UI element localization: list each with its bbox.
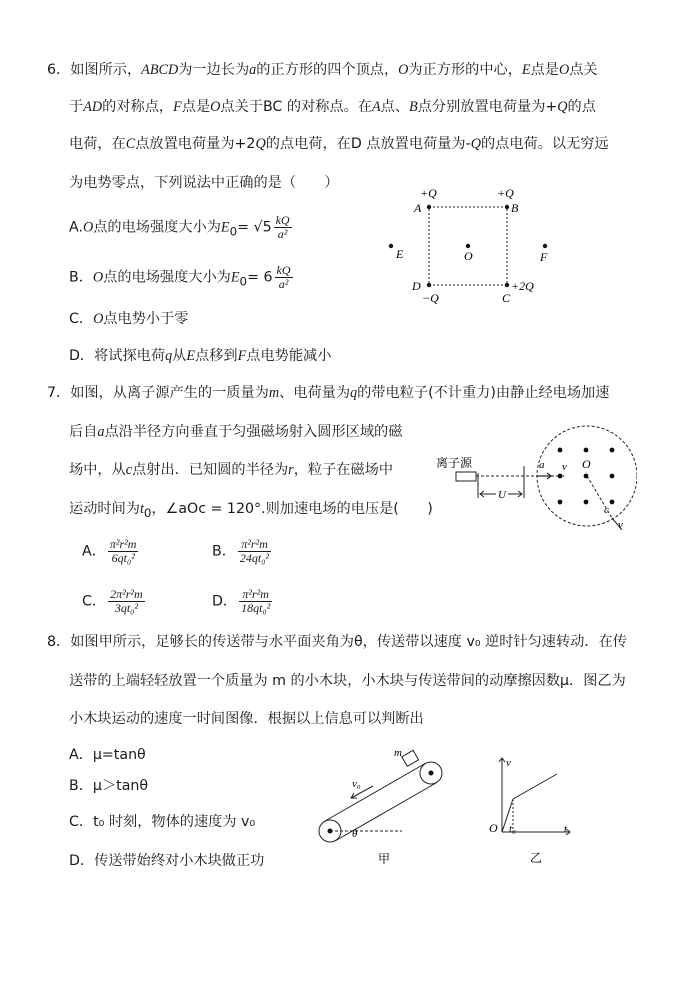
field-dot: [558, 474, 563, 479]
q7-line-1: [47, 383, 609, 403]
graph-segment-2: [513, 774, 557, 799]
text: 于: [69, 99, 84, 115]
text: ，粒子在磁场中: [293, 462, 394, 478]
text: O: [93, 311, 104, 327]
text: O: [210, 99, 221, 115]
q7-line-3: [69, 460, 393, 480]
label-b: B: [511, 201, 519, 215]
text: 7．如图，从离子源产生的一质量为: [47, 385, 269, 401]
point-f-dot: [543, 244, 547, 248]
q6-line-3: [69, 134, 609, 154]
text: Q: [255, 136, 266, 152]
q8-option-b[interactable]: B．μ＞tanθ: [69, 778, 149, 794]
denominator: a²: [278, 277, 289, 291]
label-v: v: [506, 757, 511, 769]
text: q: [165, 348, 173, 364]
text: 点的电场强度大小为: [103, 269, 231, 286]
text: 后自: [69, 424, 98, 440]
text: D．: [212, 593, 238, 610]
label-m: m: [394, 747, 402, 759]
text: a: [249, 62, 257, 78]
text: 电荷，在: [69, 136, 126, 152]
text: E: [220, 219, 230, 236]
label-f: F: [540, 250, 548, 264]
fraction: [108, 588, 145, 615]
text: C．: [82, 593, 107, 610]
wood-block: [402, 750, 419, 766]
q6-option-d[interactable]: [69, 346, 331, 366]
fraction: [239, 588, 272, 615]
label-charge-c: +2Q: [511, 279, 534, 293]
text: 点是: [530, 62, 559, 78]
label-c: C: [502, 291, 511, 305]
fraction: [238, 538, 271, 565]
text: 点射出．已知圆的半径为: [132, 462, 289, 478]
label-t: t: [564, 823, 568, 835]
q6-line-2: [69, 97, 596, 117]
field-dot: [584, 500, 589, 505]
text: C．: [69, 311, 94, 327]
text: 场中，从: [69, 462, 126, 478]
field-dot: [584, 448, 589, 453]
text: C: [125, 136, 136, 152]
text: = 6: [247, 269, 273, 286]
label-t0: t₀: [509, 823, 516, 835]
text: 的点电荷，在D 点放置电荷量为-: [265, 136, 471, 152]
numerator: π²r²m: [238, 538, 271, 552]
text: O: [92, 269, 104, 286]
text: A.: [69, 219, 83, 236]
fraction: [274, 214, 292, 241]
q8-option-a[interactable]: A．μ=tanθ: [69, 747, 146, 763]
text: 点电势能减小: [246, 348, 332, 364]
q6-line-1: [47, 60, 598, 80]
text: = √5: [237, 219, 272, 236]
text: 点关: [569, 62, 598, 78]
text: r: [288, 462, 294, 478]
label-ion-source: 离子源: [436, 456, 473, 470]
belt-bottom: [335, 783, 436, 841]
q7-magnetic-field-diagram: [432, 418, 637, 530]
numerator: π²r²m: [239, 588, 272, 602]
text: c: [125, 462, 133, 478]
q6-option-b[interactable]: [69, 264, 295, 291]
q8-option-d[interactable]: D．传送带始终对小木块做正功: [69, 853, 265, 869]
fraction: [108, 538, 139, 565]
label-e: E: [396, 247, 404, 261]
point-o-dot: [466, 244, 470, 248]
text: 运动时间为: [69, 501, 140, 517]
label-v-out: v: [618, 519, 623, 530]
fraction: [275, 264, 293, 291]
q6-square-diagram: [380, 180, 560, 305]
field-dot: [610, 500, 615, 505]
text: E: [230, 269, 240, 286]
text: 为一边长为: [178, 62, 250, 78]
q8-conveyor-diagram: [312, 745, 452, 870]
text: O: [558, 62, 570, 78]
text: B: [409, 99, 418, 115]
q6-option-a[interactable]: [69, 214, 294, 241]
text: 点沿半径方向垂直于匀强磁场射入圆形区域的磁: [104, 424, 403, 440]
text: a: [97, 424, 105, 440]
denominator: 3qt₀²: [114, 601, 138, 615]
q7-line-4: [69, 499, 433, 523]
q7-option-c[interactable]: [82, 588, 147, 615]
text: O: [82, 219, 94, 236]
q8-line-1: 8．如图甲所示，足够长的传送带与水平面夹角为θ，传送带以速度 v₀ 逆时针匀速转动．在传: [47, 634, 627, 650]
q6-option-c[interactable]: [69, 309, 189, 329]
text: 点关于BC 的对称点。在: [220, 99, 372, 115]
text: 0: [239, 274, 248, 289]
label-charge-b: +Q: [497, 186, 514, 200]
denominator: 18qt₀²: [241, 601, 271, 615]
label-o: O: [464, 249, 473, 263]
label-v0: v₀: [352, 778, 361, 790]
text: 、电荷量为: [279, 385, 351, 401]
q6-line-4: 为电势零点，下列说法中正确的是（ ）: [69, 175, 339, 191]
q8-option-c[interactable]: C．t₀ 时刻，物体的速度为 v₀: [69, 814, 256, 830]
text: A．: [82, 543, 106, 560]
q8-line-3: 小木块运动的速度一时间图像．根据以上信息可以判断出: [69, 711, 424, 727]
text: E: [186, 348, 196, 364]
q7-line-2: [69, 422, 402, 442]
denominator: a²: [277, 227, 288, 241]
text: 点是: [181, 99, 211, 115]
q7-option-a[interactable]: [82, 538, 140, 565]
field-dot: [610, 474, 615, 479]
ion-source-box: [456, 472, 476, 481]
text: 点放置电荷量为+2: [135, 136, 256, 152]
label-o: O: [582, 457, 591, 471]
text: 0: [143, 505, 152, 520]
text: Q: [470, 136, 481, 152]
q7-option-b[interactable]: [212, 538, 273, 565]
text: F: [237, 348, 247, 364]
label-c: c: [604, 504, 609, 516]
label-theta: θ: [352, 828, 358, 840]
text: 0: [229, 224, 238, 239]
label-a: a: [539, 459, 545, 471]
label-o: O: [489, 821, 498, 835]
upper-axle: [429, 771, 434, 776]
text: A: [371, 99, 381, 115]
numerator: 2π²r²m: [110, 587, 143, 601]
charge-a-dot: [427, 205, 431, 209]
q8-line-2: 送带的上端轻轻放置一个质量为 m 的小木块，小木块与传送带间的动摩擦因数μ．图乙为: [69, 673, 626, 689]
field-dot: [558, 448, 563, 453]
text: 的带电粒子(不计重力)由静止经电场加速: [357, 385, 610, 401]
text: 点的电场强度大小为: [93, 219, 221, 236]
text: q: [350, 385, 358, 401]
label-d: D: [412, 279, 421, 293]
charge-d-dot: [427, 283, 431, 287]
caption-jia: 甲: [378, 852, 391, 866]
denominator: 6qt₀²: [111, 551, 135, 565]
text: ，∠aOc = 120°.则加速电场的电压是( ): [151, 501, 433, 517]
field-dot: [558, 500, 563, 505]
field-dot: [610, 448, 615, 453]
text: D．将试探电荷: [69, 348, 166, 364]
point-e-dot: [389, 244, 393, 248]
q7-option-d[interactable]: [212, 588, 274, 615]
caption-yi: 乙: [530, 851, 543, 865]
label-u: U: [498, 489, 506, 501]
text: 的点电荷。以无穷远: [480, 136, 609, 152]
text: B．: [69, 269, 93, 286]
charge-c-dot: [505, 283, 509, 287]
text: 点移到: [195, 348, 238, 364]
numerator: kQ: [276, 263, 291, 277]
label-charge-a: +Q: [420, 186, 437, 200]
text: 点电势小于零: [103, 311, 189, 327]
numerator: kQ: [275, 213, 290, 227]
text: O: [398, 62, 409, 78]
text: F: [173, 99, 182, 115]
text: 6．如图所示，: [47, 62, 142, 78]
label-v-in: v: [562, 461, 567, 473]
text: t: [139, 501, 144, 517]
numerator: π²r²m: [109, 537, 137, 551]
text: E: [521, 62, 531, 78]
label-charge-d: −Q: [422, 291, 439, 305]
label-a: A: [414, 201, 422, 215]
q8-vt-graph: [484, 752, 579, 870]
charge-b-dot: [505, 205, 509, 209]
text: 的点: [567, 99, 596, 115]
text: Q: [557, 99, 568, 115]
denominator: 24qt₀²: [239, 551, 270, 565]
text: m: [268, 385, 280, 401]
text: 从: [172, 348, 187, 364]
text: ABCD: [141, 62, 179, 78]
text: B．: [212, 543, 236, 560]
text: 的对称点，: [102, 99, 174, 115]
text: AD: [83, 99, 103, 115]
text: 的正方形的四个顶点，: [256, 62, 399, 78]
text: 为正方形的中心，: [408, 62, 522, 78]
belt-top: [325, 763, 426, 821]
text: 点分别放置电荷量为+: [417, 99, 558, 115]
text: 点、: [380, 99, 410, 115]
